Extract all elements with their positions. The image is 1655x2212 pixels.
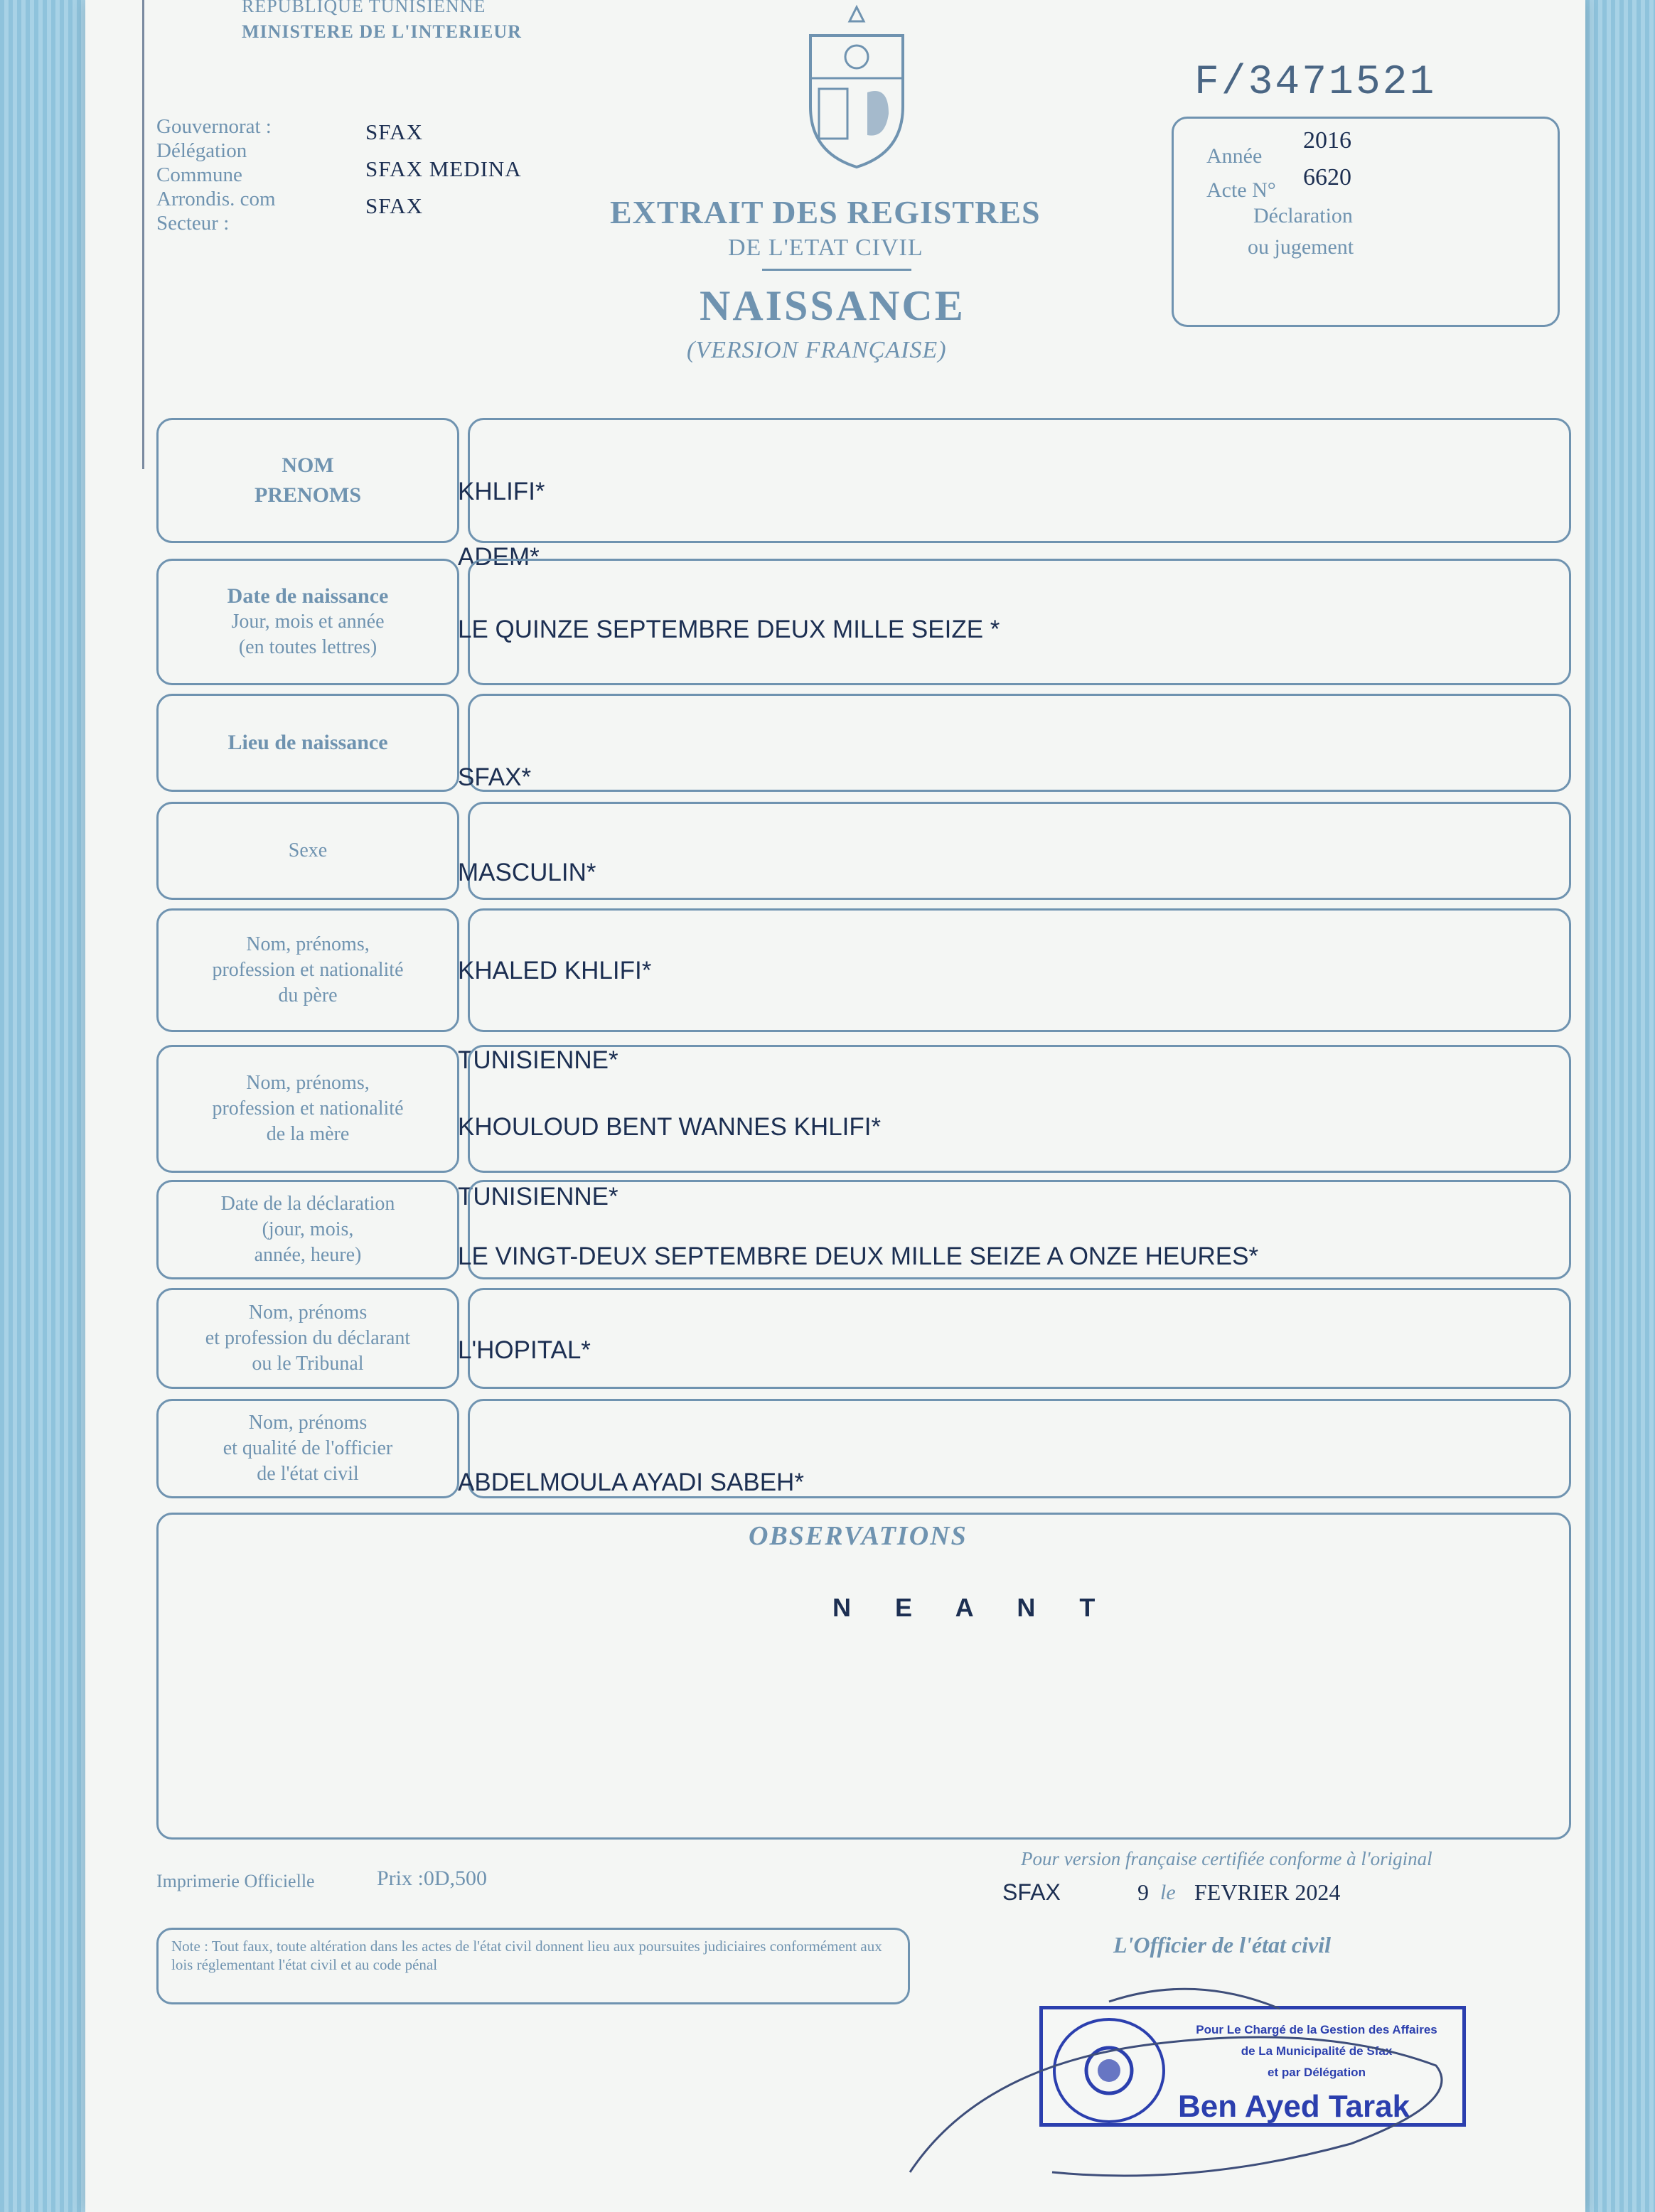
printer-label: Imprimerie Officielle bbox=[156, 1871, 315, 1891]
father-label-3: du père bbox=[278, 984, 338, 1006]
name-row-label bbox=[156, 418, 459, 543]
admin-labels bbox=[156, 111, 276, 239]
sex-row bbox=[156, 802, 1571, 900]
serial-number: F/3471521 bbox=[1194, 60, 1437, 106]
mother-label-1: Nom, prénoms, bbox=[246, 1072, 370, 1094]
name-row-field bbox=[468, 418, 1571, 543]
observations-value: N E A N T bbox=[832, 1593, 1114, 1622]
admin-values bbox=[365, 117, 522, 222]
year-value: 2016 bbox=[1303, 127, 1351, 154]
observations-box bbox=[156, 1513, 1571, 1840]
officer-label-1: Nom, prénoms bbox=[248, 1412, 368, 1434]
delegation-value: SFAX MEDINA bbox=[365, 156, 522, 181]
sex-row-label bbox=[156, 802, 459, 900]
father-name-value: KHALED KHLIFI* bbox=[458, 957, 652, 984]
ministry-label: MINISTERE DE L'INTERIEUR bbox=[242, 21, 522, 42]
birth-date-sub-label: Jour, mois et année bbox=[231, 611, 385, 633]
officer-row bbox=[156, 1399, 1571, 1498]
birth-date-sub-label-2: (en toutes lettres) bbox=[238, 636, 377, 658]
tunisian-emblem-icon bbox=[796, 0, 917, 171]
act-value: 6620 bbox=[1303, 164, 1351, 190]
name-row bbox=[156, 418, 1571, 543]
birth-place-value: SFAX* bbox=[458, 763, 532, 791]
sex-value: MASCULIN* bbox=[458, 859, 596, 886]
declarant-row-field bbox=[468, 1288, 1571, 1389]
issue-city: SFAX bbox=[1002, 1879, 1061, 1905]
birth-certificate bbox=[85, 0, 1585, 2212]
declaration-row-label bbox=[156, 1180, 459, 1279]
judgement-label: ou jugement bbox=[1248, 235, 1354, 259]
document-title: EXTRAIT DES REGISTRES bbox=[610, 194, 1041, 230]
declarant-label-3: ou le Tribunal bbox=[252, 1353, 364, 1375]
given-names-label: PRENOMS bbox=[255, 483, 361, 507]
observations-title: OBSERVATIONS bbox=[749, 1521, 968, 1551]
title-divider bbox=[762, 269, 911, 271]
document-subtitle: DE L'ETAT CIVIL bbox=[728, 235, 923, 261]
officer-label-3: de l'état civil bbox=[257, 1463, 359, 1485]
declaration-label-3: année, heure) bbox=[254, 1244, 362, 1266]
officer-value: ABDELMOULA AYADI SABEH* bbox=[458, 1469, 804, 1496]
birth-place-label: Lieu de naissance bbox=[227, 731, 388, 754]
arrondissement-label: Arrondis. com bbox=[156, 188, 276, 210]
margin-line bbox=[142, 0, 144, 469]
issue-month-year: FEVRIER 2024 bbox=[1194, 1879, 1341, 1905]
mother-row bbox=[156, 1045, 1571, 1173]
surname-label: NOM bbox=[282, 453, 334, 477]
declarant-label-1: Nom, prénoms bbox=[248, 1301, 368, 1324]
stamp-line-3: et par Délégation bbox=[1268, 2066, 1366, 2079]
sex-row-field bbox=[468, 802, 1571, 900]
birth-place-row bbox=[156, 694, 1571, 792]
mother-row-field bbox=[468, 1045, 1571, 1173]
father-label-1: Nom, prénoms, bbox=[246, 933, 370, 955]
declaration-label-2: (jour, mois, bbox=[262, 1218, 354, 1240]
stamp-signatory-name: Ben Ayed Tarak bbox=[1178, 2089, 1410, 2124]
birth-date-label: Date de naissance bbox=[227, 584, 389, 608]
certified-conform-label: Pour version française certifiée conforme à l'original bbox=[1021, 1848, 1432, 1869]
father-label-2: profession et nationalité bbox=[212, 959, 404, 981]
issue-day: 9 bbox=[1137, 1879, 1149, 1905]
registry-box bbox=[1172, 117, 1560, 327]
stamp-line-2: de La Municipalité de Sfax bbox=[1241, 2044, 1393, 2058]
birth-date-value: LE QUINZE SEPTEMBRE DEUX MILLE SEIZE * bbox=[458, 616, 1000, 643]
officer-signature-title: L'Officier de l'état civil bbox=[1113, 1932, 1331, 1958]
officer-row-label bbox=[156, 1399, 459, 1498]
issue-le-label: le bbox=[1160, 1881, 1176, 1904]
declarant-row-label bbox=[156, 1288, 459, 1389]
father-row bbox=[156, 908, 1571, 1032]
declaration-date-value: LE VINGT-DEUX SEPTEMBRE DEUX MILLE SEIZE A ONZE HEURES* bbox=[458, 1242, 1259, 1270]
handwritten-signature-icon bbox=[896, 1959, 1479, 2194]
birth-place-row-label bbox=[156, 694, 459, 792]
mother-name-value: KHOULOUD BENT WANNES KHLIFI* bbox=[458, 1113, 882, 1141]
act-label: Acte N° bbox=[1206, 178, 1276, 202]
surname-value: KHLIFI* bbox=[458, 478, 545, 505]
sector-label: Secteur : bbox=[156, 212, 230, 235]
commune-label: Commune bbox=[156, 163, 242, 186]
declarant-row bbox=[156, 1288, 1571, 1389]
declarant-label-2: et profession du déclarant bbox=[205, 1327, 411, 1349]
republic-label: REPUBLIQUE TUNISIENNE bbox=[242, 0, 486, 16]
given-names-value: ADEM* bbox=[458, 543, 540, 571]
birth-date-row-label bbox=[156, 559, 459, 685]
legal-note-text: Note : Tout faux, toute altération dans les actes de l'état civil donnent lieu aux poursuites judiciaires conformément aux lois réglementant l'état civil et au code pénal bbox=[171, 1938, 882, 1973]
declaration-label: Déclaration bbox=[1253, 204, 1353, 227]
right-security-border bbox=[1577, 0, 1655, 2212]
mother-nationality-value: TUNISIENNE* bbox=[458, 1183, 618, 1210]
version-label: (VERSION FRANÇAISE) bbox=[687, 337, 947, 363]
officer-label-2: et qualité de l'officier bbox=[223, 1437, 393, 1459]
governorate-label: Gouvernorat : bbox=[156, 115, 272, 138]
delegation-label: Délégation bbox=[156, 139, 247, 162]
legal-note bbox=[156, 1928, 910, 2004]
mother-label-3: de la mère bbox=[266, 1123, 350, 1145]
mother-label-2: profession et nationalité bbox=[212, 1097, 404, 1120]
price-label: Prix :0D,500 bbox=[377, 1867, 488, 1890]
commune-value: SFAX bbox=[365, 193, 423, 218]
governorate-value: SFAX bbox=[365, 119, 423, 144]
birth-place-row-field bbox=[468, 694, 1571, 792]
mother-row-label bbox=[156, 1045, 459, 1173]
declaration-label-1: Date de la déclaration bbox=[220, 1193, 395, 1215]
sex-label: Sexe bbox=[288, 839, 328, 861]
father-row-label bbox=[156, 908, 459, 1032]
father-nationality-value: TUNISIENNE* bbox=[458, 1046, 618, 1074]
certificate-kind: NAISSANCE bbox=[700, 282, 965, 329]
declarant-value: L'HOPITAL* bbox=[458, 1336, 591, 1364]
stamp-line-1: Pour Le Chargé de la Gestion des Affaires bbox=[1196, 2023, 1437, 2036]
year-label: Année bbox=[1206, 144, 1263, 168]
